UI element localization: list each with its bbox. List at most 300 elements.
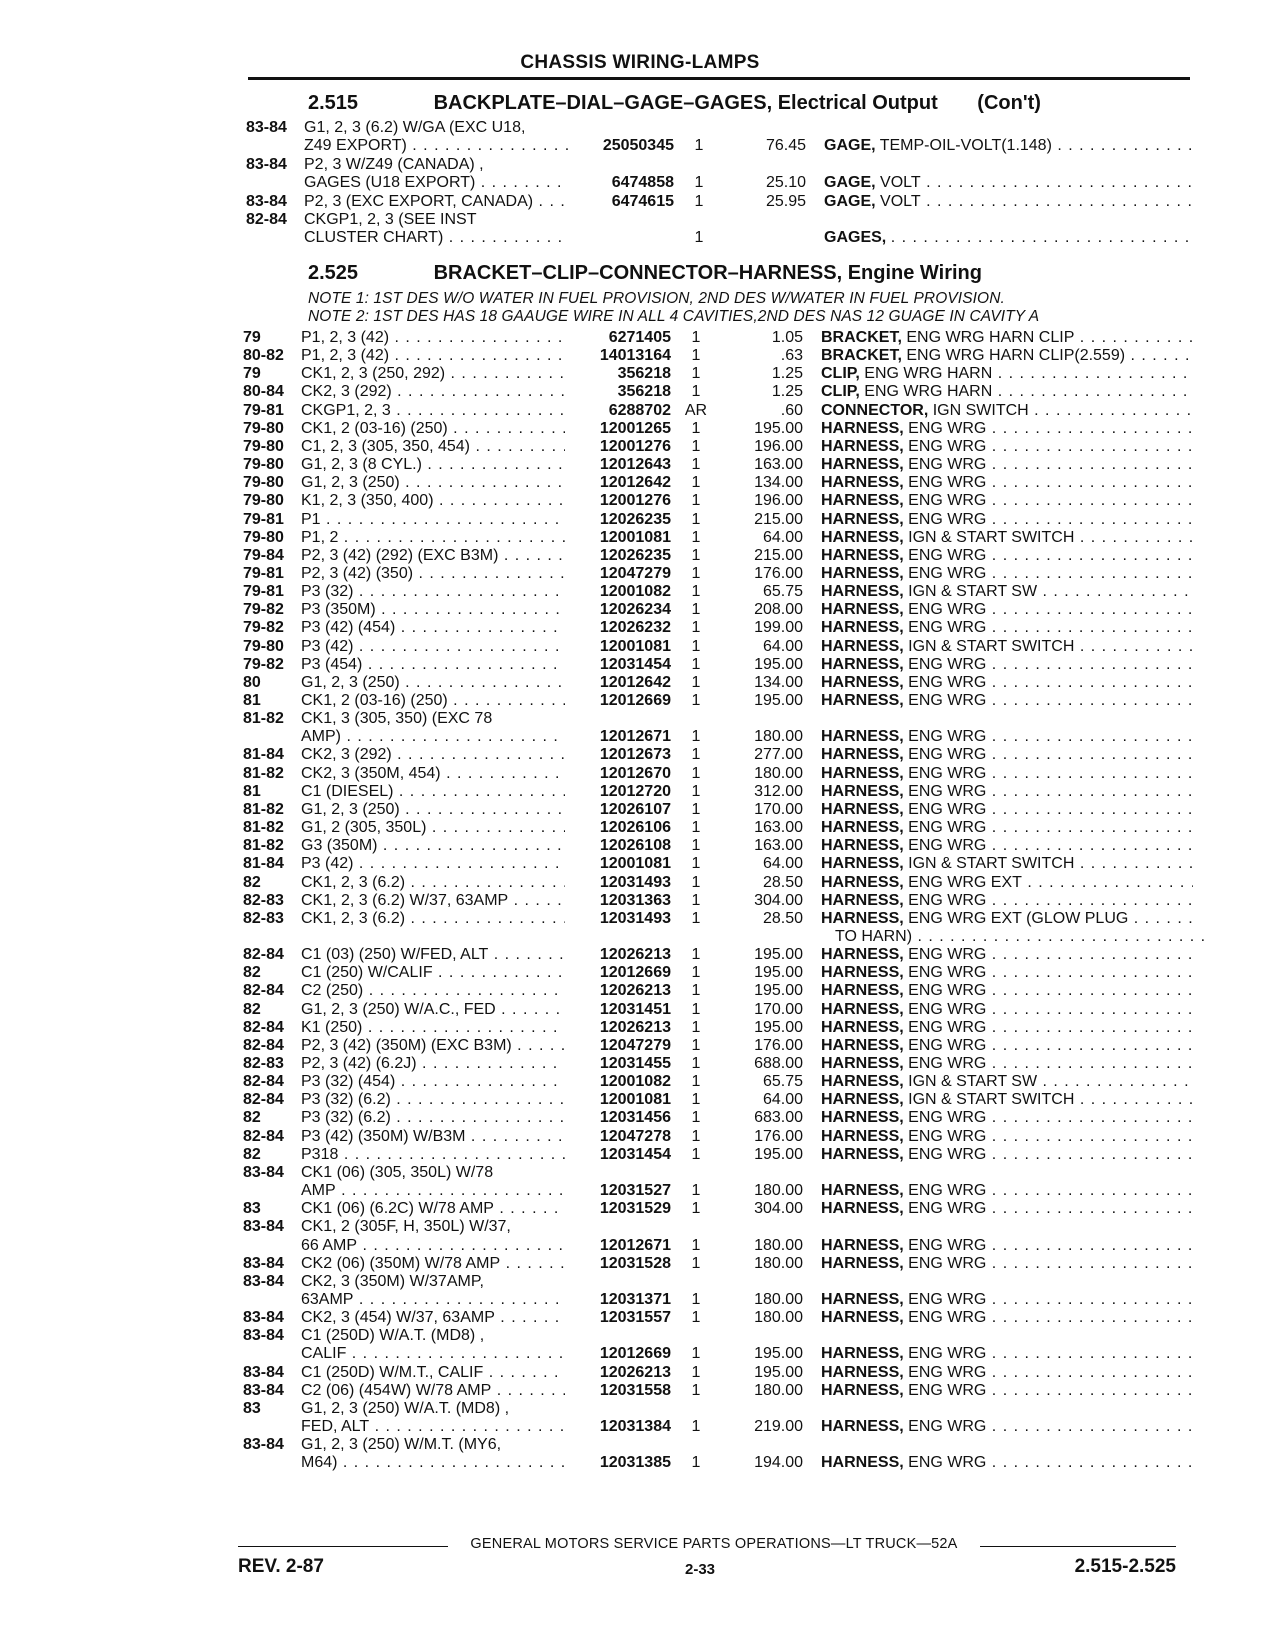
part-detail: ENG WRG HARN CLIP(2.559)	[906, 347, 1126, 365]
part-detail: ENG WRG	[908, 1290, 987, 1308]
application-description: FED, ALT . . .	[301, 1417, 565, 1436]
table-row	[243, 1363, 1190, 1382]
part-detail: ENG WRG	[908, 1454, 987, 1472]
table-row	[243, 1145, 1190, 1164]
part-name	[821, 891, 1193, 910]
part-name	[821, 364, 1193, 383]
application-description: C2 (250) . . .	[301, 981, 565, 1000]
part-detail: ENG WRG	[908, 837, 987, 855]
model-years: 82	[243, 873, 261, 891]
price: 25.95	[765, 192, 806, 210]
application-description: P1, 2, 3 (42) . . .	[301, 346, 565, 365]
application-description: K1 (250) . . .	[301, 1018, 565, 1037]
part-detail: ENG WRG HARN	[864, 383, 993, 401]
quantity: 1	[691, 728, 701, 746]
part-number: 12012643	[599, 456, 671, 474]
price: 304.00	[754, 891, 803, 909]
quantity: 1	[691, 1236, 701, 1254]
application-description: CK2, 3 (350M) W/37AMP,	[301, 1272, 484, 1290]
application-description: G3 (350M) . . .	[301, 836, 565, 855]
table-row	[243, 1344, 1190, 1363]
application-description: G1, 2, 3 (250) . . .	[301, 800, 565, 819]
quantity: 1	[691, 673, 701, 691]
quantity: 1	[691, 1290, 701, 1308]
part-name	[821, 1018, 1193, 1037]
part-name	[821, 1254, 1193, 1273]
quantity: 1	[691, 964, 701, 982]
part-category: HARNESS,	[821, 456, 904, 474]
price: 170.00	[754, 800, 803, 818]
section-subtitle: Engine Wiring	[847, 262, 982, 284]
part-detail: VOLT	[880, 192, 921, 210]
part-number: 12047279	[599, 1036, 671, 1054]
part-category: HARNESS,	[821, 1145, 904, 1163]
price: 180.00	[754, 1309, 803, 1327]
model-years: 83-84	[246, 119, 287, 136]
part-detail: ENG WRG	[908, 728, 987, 746]
part-category: HARNESS,	[821, 909, 904, 927]
application-description: CK2, 3 (292) . . .	[301, 382, 565, 401]
part-number: 12012642	[599, 673, 671, 691]
model-years: 79-82	[243, 655, 284, 673]
table-row	[243, 528, 1190, 547]
model-years: 79-80	[243, 456, 284, 474]
part-category: HARNESS,	[821, 728, 904, 746]
table-row	[243, 1163, 1190, 1182]
part-name	[821, 564, 1193, 583]
price: 163.00	[754, 837, 803, 855]
part-detail: ENG WRG	[908, 1236, 987, 1254]
quantity: 1	[694, 174, 704, 192]
part-number: 12001082	[599, 1073, 671, 1091]
part-category: HARNESS,	[821, 964, 904, 982]
price: 180.00	[754, 1381, 803, 1399]
application-description: CK2, 3 (350M, 454) . . .	[301, 764, 565, 783]
application-description: CK2, 3 (454) W/37, 63AMP . . .	[301, 1308, 565, 1327]
price: 28.50	[762, 873, 803, 891]
price: 196.00	[754, 492, 803, 510]
quantity: 1	[691, 800, 701, 818]
part-number: 12031454	[599, 1145, 671, 1163]
part-number: 12031363	[599, 891, 671, 909]
table-row	[243, 564, 1190, 583]
part-number: 12031493	[599, 909, 671, 927]
part-number: 12001081	[599, 528, 671, 546]
model-years: 79-80	[243, 474, 284, 492]
part-number: 12026234	[599, 601, 671, 619]
application-description: P3 (350M) . . .	[301, 600, 565, 619]
part-name	[821, 655, 1193, 674]
table-row	[246, 118, 1190, 137]
application-description: CK1, 2, 3 (6.2) . . .	[301, 873, 565, 892]
model-years: 83-84	[243, 1254, 284, 1272]
table-row	[243, 673, 1190, 692]
section-title: BRACKET–CLIP–CONNECTOR–HARNESS,	[433, 262, 843, 284]
price: 163.00	[754, 456, 803, 474]
part-detail: ENG WRG	[908, 474, 987, 492]
application-description: C1 (03) (250) W/FED, ALT . . .	[301, 945, 565, 964]
part-number: 12031385	[599, 1454, 671, 1472]
quantity: 1	[691, 873, 701, 891]
table-row	[243, 546, 1190, 565]
part-name	[821, 727, 1193, 746]
table-row	[243, 1127, 1190, 1146]
table-row	[243, 1381, 1190, 1400]
quantity: 1	[691, 347, 701, 365]
part-category: GAGE,	[824, 174, 876, 192]
part-category: HARNESS,	[821, 1290, 904, 1308]
quantity: 1	[691, 1055, 701, 1072]
part-detail: ENG WRG EXT (GLOW PLUG	[908, 909, 1129, 927]
model-years: 81-82	[243, 837, 284, 855]
section-heading-2525	[308, 262, 982, 285]
part-detail: ENG WRG	[908, 1036, 987, 1054]
model-years: 82	[243, 1145, 261, 1163]
quantity: 1	[691, 1182, 701, 1200]
table-row	[243, 655, 1190, 674]
quantity: 1	[691, 1091, 701, 1109]
part-name	[821, 800, 1193, 819]
application-description: CK1, 2, 3 (6.2) W/37, 63AMP . . .	[301, 891, 565, 910]
part-detail: ENG WRG	[908, 564, 987, 582]
part-detail: ENG WRG HARN CLIP	[906, 329, 1075, 346]
part-number: 12026106	[599, 819, 671, 837]
quantity: 1	[691, 528, 701, 546]
part-detail: VOLT	[880, 174, 921, 192]
part-number: 12031451	[599, 1000, 671, 1018]
part-category: HARNESS,	[821, 637, 904, 655]
model-years: 79-80	[243, 492, 284, 510]
part-category: HARNESS,	[821, 746, 904, 764]
part-name	[821, 510, 1193, 529]
part-number: 12026232	[599, 619, 671, 637]
part-number: 12001276	[599, 492, 671, 510]
part-category: GAGE,	[824, 137, 876, 155]
price: 1.05	[771, 329, 803, 346]
table-row	[243, 727, 1190, 746]
table-row	[243, 491, 1190, 510]
application-description: P2, 3 (42) (6.2J) . . .	[301, 1054, 565, 1073]
part-name	[821, 836, 1193, 855]
model-years: 83-84	[243, 1363, 284, 1381]
table-row	[243, 945, 1190, 964]
application-description: CK1, 2, 3 (6.2) . . .	[301, 909, 565, 928]
quantity: 1	[691, 1381, 701, 1399]
part-category: HARNESS,	[821, 1055, 904, 1072]
model-years: 81-84	[243, 855, 284, 873]
part-name	[821, 1363, 1193, 1382]
quantity: 1	[694, 192, 704, 210]
part-name	[821, 1145, 1193, 1164]
table-row	[243, 346, 1190, 365]
part-detail: ENG WRG	[908, 800, 987, 818]
price: 64.00	[762, 1091, 803, 1109]
table-row	[243, 1254, 1190, 1273]
application-description: AMP) . . .	[301, 727, 565, 746]
part-name	[821, 1199, 1193, 1218]
application-description: CK2 (06) (350M) W/78 AMP . . .	[301, 1254, 565, 1273]
model-years: 82-84	[243, 1127, 284, 1145]
footer-revision: REV. 2-87	[238, 1556, 324, 1577]
table-row	[243, 1181, 1190, 1200]
part-name	[824, 228, 1196, 247]
part-number: 12012673	[599, 746, 671, 764]
model-years: 79-81	[243, 401, 284, 419]
part-detail: ENG WRG	[908, 619, 987, 637]
application-description: CK1, 2 (03-16) (250) . . .	[301, 691, 565, 710]
table-row	[243, 691, 1190, 710]
quantity: 1	[691, 1200, 701, 1218]
part-category: HARNESS,	[821, 546, 904, 564]
quantity: 1	[691, 1418, 701, 1435]
part-number: 12026235	[599, 510, 671, 528]
part-category: HARNESS,	[821, 510, 904, 528]
part-detail: ENG WRG	[908, 437, 987, 455]
price: 1.25	[771, 383, 803, 401]
quantity: 1	[691, 1145, 701, 1163]
part-name	[821, 1181, 1193, 1200]
part-detail: ENG WRG	[908, 456, 987, 474]
quantity: 1	[691, 546, 701, 564]
table-row	[243, 582, 1190, 601]
application-description: CK1, 3 (305, 350) (EXC 78	[301, 710, 493, 728]
table-row	[243, 836, 1190, 855]
table-row	[243, 909, 1190, 928]
quantity: 1	[691, 764, 701, 782]
quantity: 1	[691, 909, 701, 927]
table-row	[243, 1217, 1190, 1236]
application-description: P3 (32) . . .	[301, 582, 565, 601]
part-name	[821, 764, 1193, 783]
application-description: P3 (42) (454) . . .	[301, 618, 565, 637]
part-detail: TEMP-OIL-VOLT(1.148)	[879, 137, 1052, 155]
part-number: 12031371	[599, 1290, 671, 1308]
quantity: 1	[691, 946, 701, 964]
model-years: 79-80	[243, 637, 284, 655]
part-category: HARNESS,	[821, 891, 904, 909]
table-row	[243, 364, 1190, 383]
part-detail: ENG WRG	[908, 1418, 987, 1435]
table-row	[243, 1072, 1190, 1091]
part-name	[821, 582, 1193, 601]
application-description: C1 (250D) W/M.T., CALIF . . .	[301, 1363, 565, 1382]
quantity: 1	[694, 229, 704, 247]
model-years: 83-84	[243, 1327, 284, 1345]
part-number: 12031558	[599, 1381, 671, 1399]
part-detail: IGN & START SWITCH	[908, 1091, 1075, 1109]
model-years: 82-84	[243, 1036, 284, 1054]
price: 195.00	[754, 1018, 803, 1036]
part-category: HARNESS,	[821, 1036, 904, 1054]
price: 180.00	[754, 728, 803, 746]
application-description: P2, 3 W/Z49 (CANADA) ,	[304, 155, 484, 173]
model-years: 83	[243, 1200, 261, 1218]
quantity: 1	[691, 564, 701, 582]
part-detail: ENG WRG	[908, 964, 987, 982]
price: 195.00	[754, 1145, 803, 1163]
part-category: HARNESS,	[821, 673, 904, 691]
part-name	[821, 981, 1193, 1000]
part-category: HARNESS,	[821, 837, 904, 855]
part-detail: ENG WRG	[908, 1055, 987, 1072]
quantity: 1	[691, 819, 701, 837]
quantity: 1	[691, 1363, 701, 1381]
part-category: HARNESS,	[821, 855, 904, 873]
quantity: 1	[691, 782, 701, 800]
table-row	[243, 1090, 1190, 1109]
part-number: 12012669	[599, 964, 671, 982]
part-number: 12047278	[599, 1127, 671, 1145]
part-name	[821, 1290, 1193, 1309]
part-name	[821, 1036, 1193, 1055]
application-description: CKGP1, 2, 3 (SEE INST	[304, 211, 477, 228]
price: 208.00	[754, 601, 803, 619]
application-description: 66 AMP . . .	[301, 1236, 565, 1255]
part-category: CONNECTOR,	[821, 401, 929, 419]
table-row	[243, 1236, 1190, 1255]
part-name	[821, 1108, 1193, 1127]
table-row	[243, 1308, 1190, 1327]
part-detail: ENG WRG	[908, 1363, 987, 1381]
part-number: 12031557	[599, 1309, 671, 1327]
quantity: 1	[691, 583, 701, 601]
part-category: HARNESS,	[821, 437, 904, 455]
price: 195.00	[754, 964, 803, 982]
quantity: 1	[691, 1254, 701, 1272]
part-number: 12001276	[599, 437, 671, 455]
part-category: CLIP,	[821, 365, 860, 383]
part-category: HARNESS,	[821, 528, 904, 546]
part-detail: ENG WRG	[908, 601, 987, 619]
quantity: 1	[691, 619, 701, 637]
part-category: CLIP,	[821, 383, 860, 401]
table-row	[243, 637, 1190, 656]
part-number: 6474858	[611, 174, 674, 192]
quantity: 1	[691, 1309, 701, 1327]
application-description: CK2, 3 (292) . . .	[301, 745, 565, 764]
part-name	[824, 192, 1196, 211]
part-number: 12026107	[599, 800, 671, 818]
part-category: HARNESS,	[821, 564, 904, 582]
section-number: 2.515	[308, 92, 359, 114]
quantity: 1	[691, 692, 701, 709]
table-row	[243, 437, 1190, 456]
price: 195.00	[754, 692, 803, 709]
application-description: G1, 2, 3 (250) W/A.C., FED . . .	[301, 1000, 565, 1019]
price: 195.00	[754, 419, 803, 437]
price: 176.00	[754, 1036, 803, 1054]
quantity: 1	[691, 1000, 701, 1018]
part-detail: ENG WRG	[908, 510, 987, 528]
section-number: 2.525	[308, 262, 359, 284]
part-category: HARNESS,	[821, 692, 904, 709]
part-detail: ENG WRG	[908, 1182, 987, 1200]
part-name	[821, 473, 1193, 492]
model-years: 81-82	[243, 800, 284, 818]
part-name	[821, 909, 1193, 928]
application-description: C1 (250) W/CALIF . . .	[301, 963, 565, 982]
model-years: 79-80	[243, 437, 284, 455]
model-years: 82-83	[243, 1055, 284, 1072]
table-row	[243, 1272, 1190, 1291]
price: 76.45	[765, 137, 806, 155]
part-detail: ENG WRG	[908, 946, 987, 964]
part-number: 25050345	[602, 137, 674, 155]
part-category: HARNESS,	[821, 619, 904, 637]
part-name	[824, 136, 1196, 155]
table-row	[246, 155, 1190, 174]
part-name	[821, 600, 1193, 619]
price: 25.10	[765, 174, 806, 192]
quantity: 1	[691, 1454, 701, 1472]
table-row	[243, 963, 1190, 982]
table-row	[243, 745, 1190, 764]
quantity: 1	[691, 510, 701, 528]
part-number: 12012720	[599, 782, 671, 800]
price: 199.00	[754, 619, 803, 637]
table-row	[243, 1054, 1190, 1073]
price: 65.75	[762, 583, 803, 601]
part-number: 12001081	[599, 637, 671, 655]
application-description: P2, 3 (EXC EXPORT, CANADA) . . .	[304, 192, 568, 211]
part-detail: ENG WRG	[908, 1109, 987, 1127]
table-row	[243, 1018, 1190, 1037]
part-name	[824, 173, 1196, 192]
part-detail: ENG WRG	[908, 546, 987, 564]
part-name	[821, 818, 1193, 837]
quantity: 1	[691, 837, 701, 855]
part-category: HARNESS,	[821, 1018, 904, 1036]
part-category: HARNESS,	[821, 492, 904, 510]
price: 195.00	[754, 982, 803, 1000]
part-number: 12031529	[599, 1200, 671, 1218]
table-row	[243, 1435, 1190, 1454]
part-number: 12012671	[599, 728, 671, 746]
section-note-1: NOTE 1: 1ST DES W/O WATER IN FUEL PROVISION, 2ND DES W/WATER IN FUEL PROVISION.	[308, 290, 1005, 307]
part-detail: TO HARN)	[835, 927, 913, 945]
price: 180.00	[754, 1290, 803, 1308]
part-name	[821, 1308, 1193, 1327]
part-name	[821, 691, 1193, 710]
model-years: 82-84	[243, 946, 284, 964]
application-description: C1, 2, 3 (305, 350, 454) . . .	[301, 437, 565, 456]
part-number: 12031456	[599, 1109, 671, 1127]
table-row	[243, 981, 1190, 1000]
part-detail: ENG WRG	[908, 1345, 987, 1363]
application-description: C2 (06) (454W) W/78 AMP . . .	[301, 1381, 565, 1400]
part-detail: IGN & START SW	[908, 1073, 1038, 1091]
quantity: 1	[691, 637, 701, 655]
part-number: 12031527	[599, 1182, 671, 1200]
section-subtitle: Electrical Output	[777, 92, 938, 114]
model-years: 79-84	[243, 546, 284, 564]
application-description: M64) . . .	[301, 1453, 565, 1472]
table-row	[243, 873, 1190, 892]
part-name	[821, 1090, 1193, 1109]
part-category: HARNESS,	[821, 419, 904, 437]
part-number: 12026108	[599, 837, 671, 855]
part-detail: IGN & START SWITCH	[908, 855, 1075, 873]
part-detail: ENG WRG	[908, 673, 987, 691]
part-detail: ENG WRG	[908, 1254, 987, 1272]
part-category: HARNESS,	[821, 601, 904, 619]
part-detail: ENG WRG	[908, 692, 987, 709]
model-years: 81-82	[243, 764, 284, 782]
application-description: G1, 2, 3 (250) . . .	[301, 673, 565, 692]
part-detail: IGN & START SWITCH	[908, 637, 1075, 655]
application-description: AMP . . .	[301, 1181, 565, 1200]
part-number: 12031455	[599, 1055, 671, 1072]
